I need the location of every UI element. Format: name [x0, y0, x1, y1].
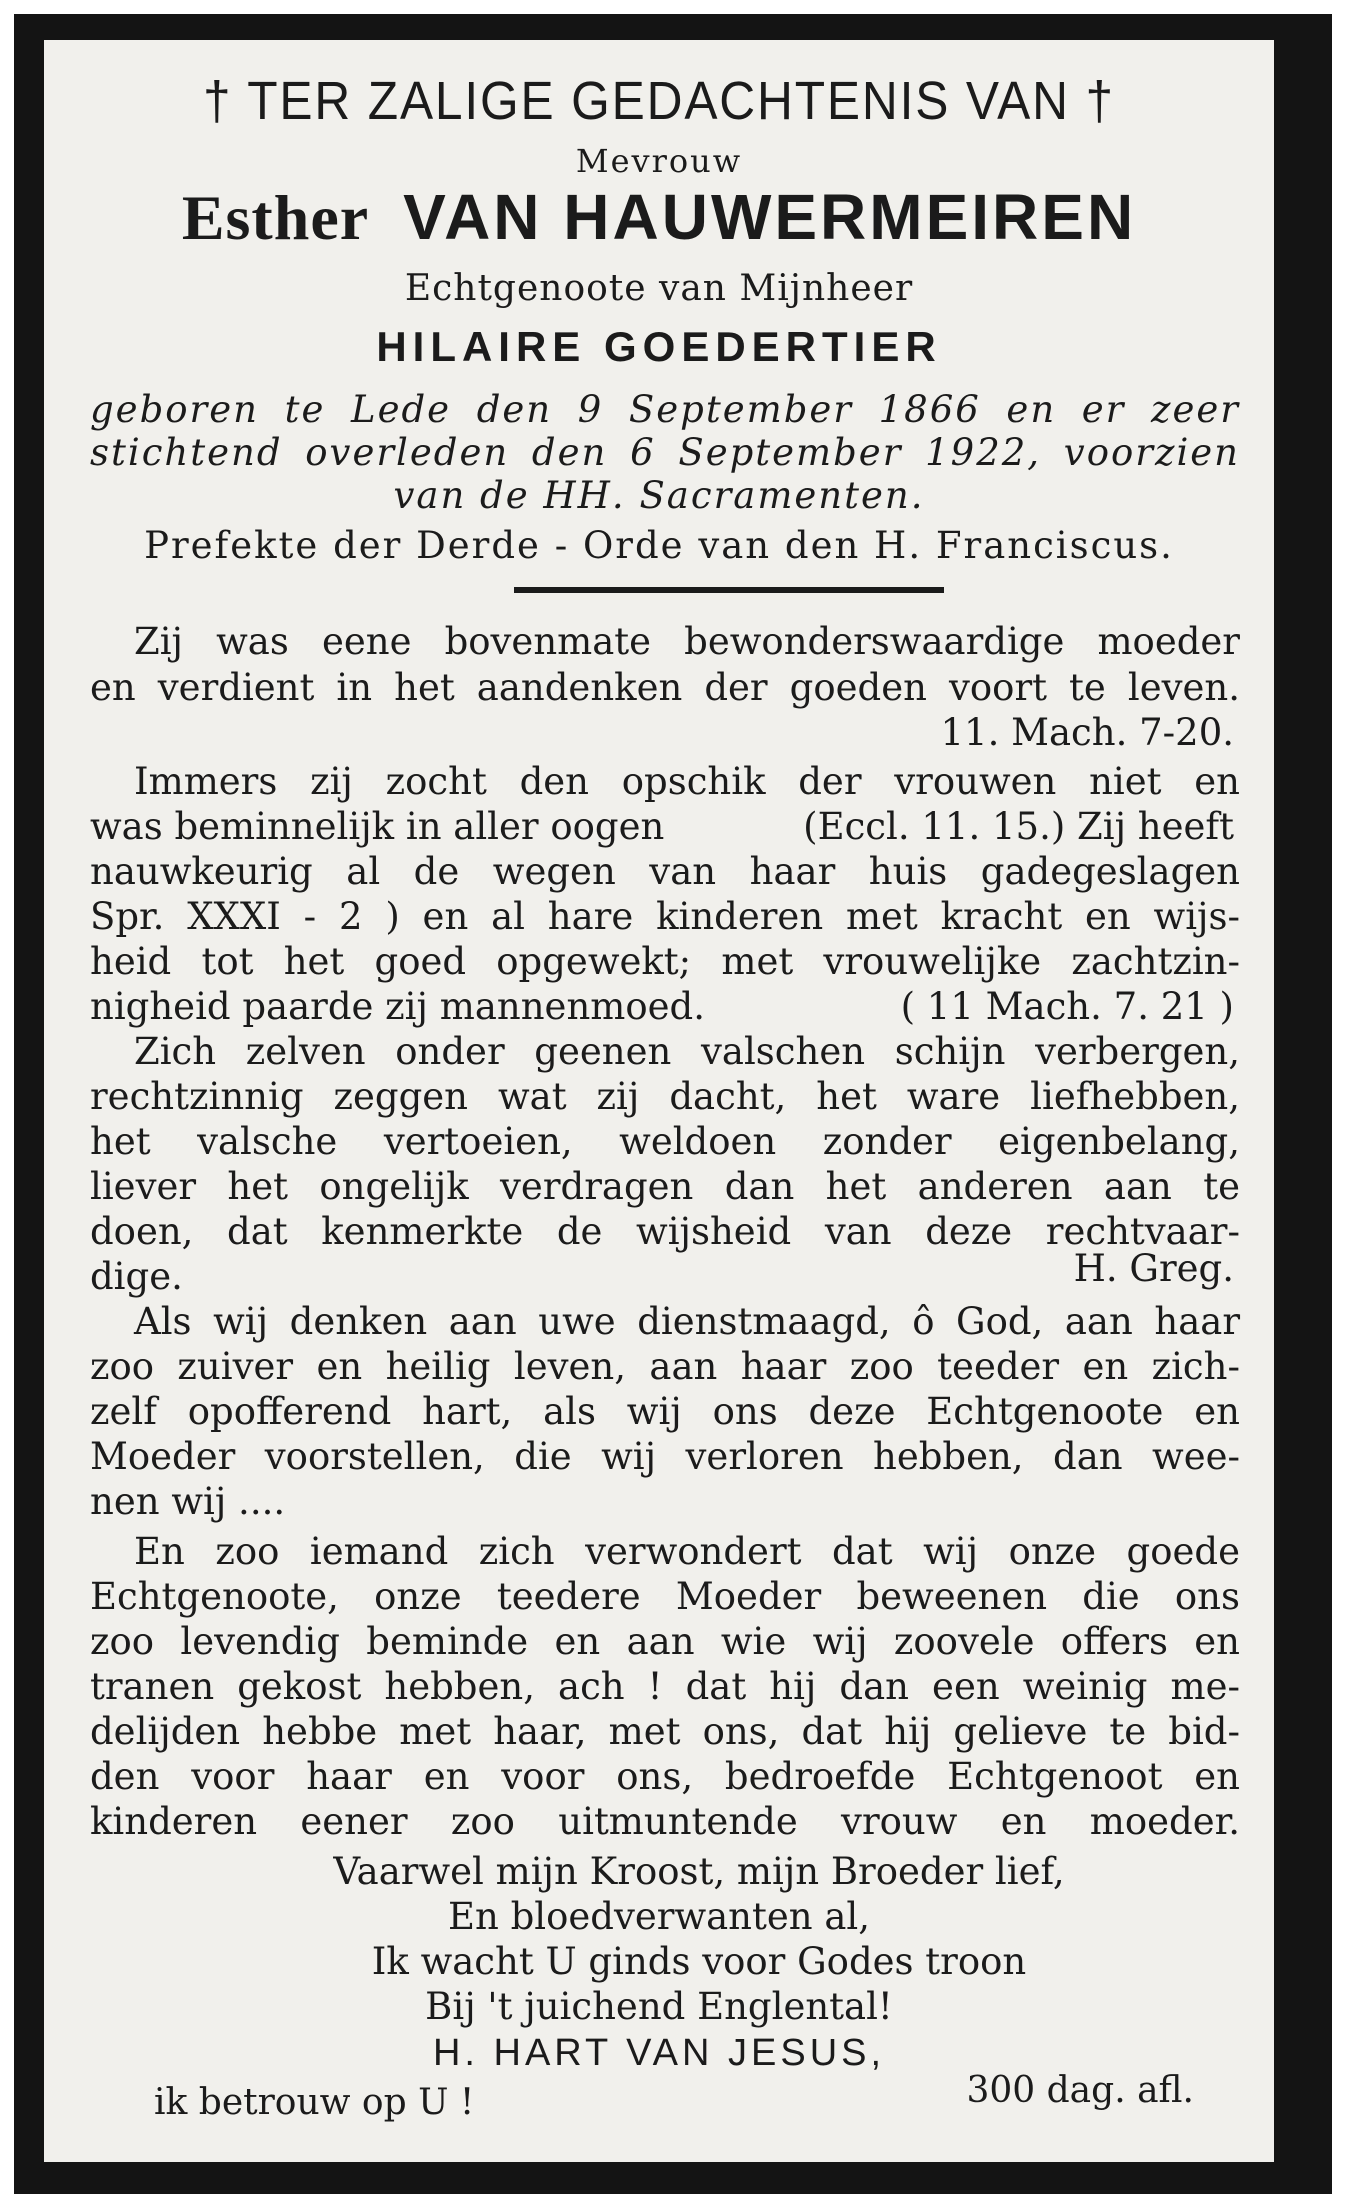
text-line: Als wij denken aan uwe dienstmaagd, ô God, aan haar [134, 1300, 1240, 1343]
text-line: zoo zuiver en heilig leven, aan haar zoo teeder en zich- [90, 1345, 1240, 1388]
text-line: Zich zelven onder geenen valschen schijn verbergen, [134, 1030, 1240, 1073]
text-line: rechtzinnig zeggen wat zij dacht, het ware liefhebben, [90, 1075, 1240, 1118]
text-line: liever het ongelijk verdragen dan het anderen aan te [90, 1165, 1240, 1208]
honorific: Mevrouw [575, 142, 743, 180]
deceased-last-name: VAN HAUWERMEIREN [403, 181, 1137, 253]
birth-line: geboren te Lede den 9 September 1866 en er zeer [90, 388, 1240, 431]
poem-line: En bloedverwanten al, [447, 1895, 871, 1938]
text-line: en verdient in het aandenken der goeden voort te leven. [90, 666, 1240, 709]
spouse-name: HILAIRE GOEDERTIER [376, 323, 942, 370]
poem-line: Ik wacht U ginds voor Godes troon [371, 1940, 1027, 1983]
prefect-line: Prefekte der Derde - Orde van den H. Franciscus. [144, 524, 1174, 567]
invocation: H. HART VAN JESUS, [432, 2032, 886, 2074]
text-line: doen, dat kenmerkte de wijsheid van deze rechtvaar- [90, 1210, 1240, 1253]
birth-line: van de HH. Sacramenten. [393, 474, 925, 517]
text-line: het valsche vertoeien, weldoen zonder eigenbelang, [90, 1120, 1240, 1163]
poem-line: Bij 't juichend Englental! [425, 1985, 893, 2028]
text-line: den voor haar en voor ons, bedroefde Echtgenoot en [90, 1755, 1240, 1798]
indulgence-note: 300 dag. afl. [966, 2070, 1194, 2111]
text-line: was beminnelijk in aller oogen [90, 805, 665, 848]
text-line: zoo levendig beminde en aan wie wij zoovele offers en [90, 1620, 1240, 1663]
text-line: delijden hebbe met haar, met ons, dat hij gelieve te bid- [90, 1710, 1240, 1753]
text-line: Echtgenoote, onze teedere Moeder beweenen die ons [90, 1575, 1240, 1618]
text-line: En zoo iemand zich verwondert dat wij onze goede [134, 1530, 1240, 1573]
deceased-name [44, 180, 1274, 255]
divider-rule [514, 587, 944, 593]
memorial-card [44, 40, 1274, 2162]
card-title: † TER ZALIGE GEDACHTENIS VAN † [203, 71, 1115, 131]
poem-line: Vaarwel mijn Kroost, mijn Broeder lief, [333, 1850, 1065, 1893]
text-line: tranen gekost hebben, ach ! dat hij dan een weinig me- [90, 1665, 1240, 1708]
text-line: dige. [90, 1255, 183, 1298]
spouse-intro: Echtgenoote van Mijnheer [404, 268, 914, 309]
text-line: Zij was eene bovenmate bewonderswaardige moeder [134, 620, 1240, 663]
text-line: kinderen eener zoo uitmuntende vrouw en moeder. [90, 1800, 1240, 1843]
birth-line: stichtend overleden den 6 September 1922, voorzien [90, 431, 1240, 474]
text-line: Spr. XXXI - 2 ) en al hare kinderen met kracht en wijs- [90, 895, 1240, 938]
scripture-reference: H. Greg. [1073, 1247, 1234, 1290]
text-line: zelf opofferend hart, als wij ons deze Echtgenoote en [90, 1390, 1240, 1433]
text-line: (Eccl. 11. 15.) Zij heeft [803, 805, 1234, 848]
scripture-reference: 11. Mach. 7-20. [940, 711, 1234, 754]
text-line: nigheid paarde zij mannenmoed. [90, 985, 705, 1028]
text-line: Moeder voorstellen, die wij verloren hebben, dan wee- [90, 1435, 1240, 1478]
text-line: heid tot het goed opgewekt; met vrouwelijke zachtzin- [90, 940, 1240, 983]
text-line: Immers zij zocht den opschik der vrouwen niet en [134, 760, 1240, 803]
deceased-first-name: Esther [181, 182, 370, 253]
trust-line: ik betrouw op U ! [154, 2082, 475, 2123]
text-line: nauwkeurig al de wegen van haar huis gadegeslagen [90, 850, 1240, 893]
scripture-reference: ( 11 Mach. 7. 21 ) [900, 985, 1234, 1028]
text-line: nen wij .... [90, 1480, 286, 1523]
